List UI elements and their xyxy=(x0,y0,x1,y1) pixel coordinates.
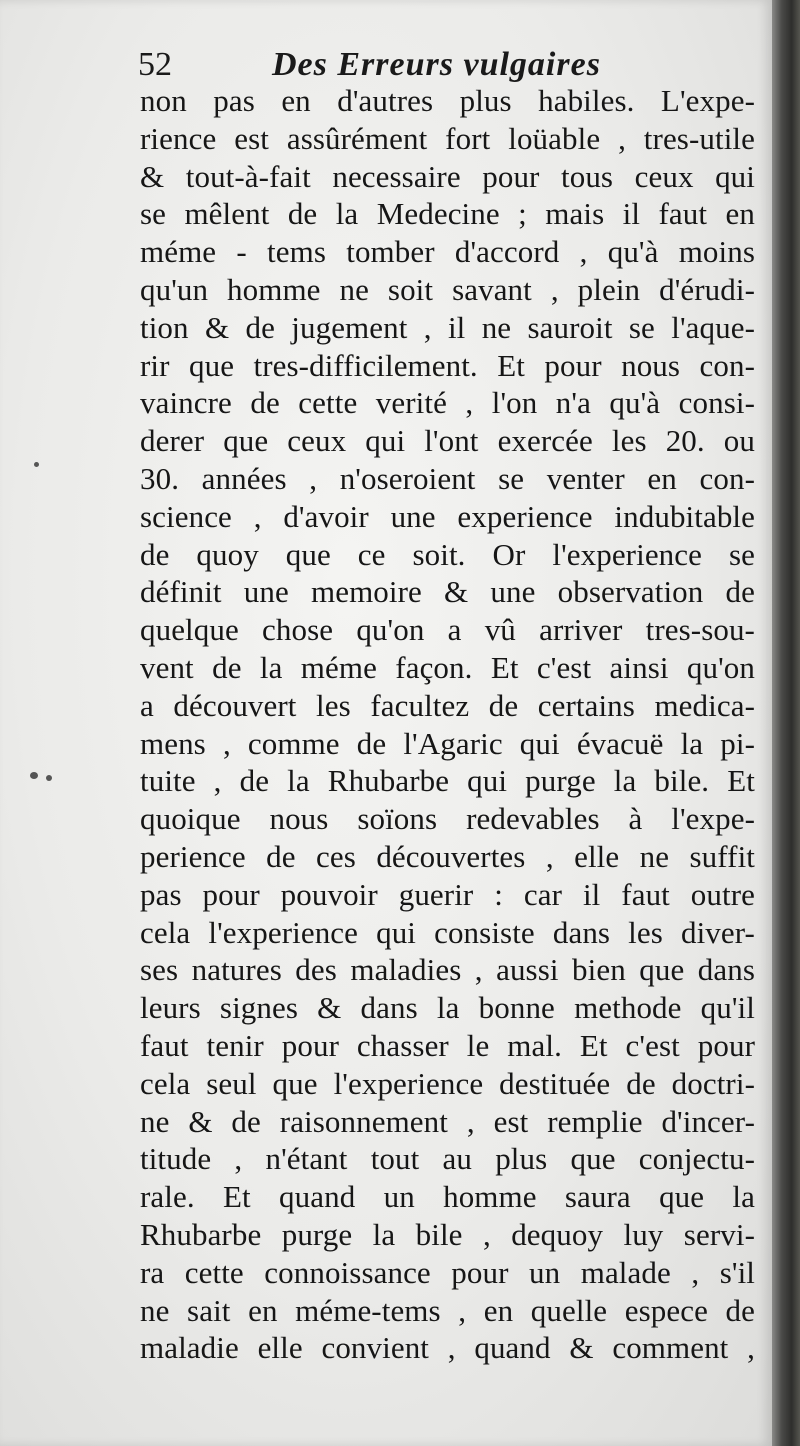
text-line: tion & de jugement , il ne sauroit se l'aque- xyxy=(140,309,755,345)
text-line: 30. années , n'oseroient se venter en con- xyxy=(140,460,755,496)
text-line: leurs signes & dans la bonne methode qu'il xyxy=(140,990,755,1026)
text-line: ne sait en méme-tems , en quelle espece de xyxy=(140,1292,755,1328)
text-line: mens , comme de l'Agaric qui évacuë la pi- xyxy=(140,725,755,761)
ink-speck xyxy=(30,772,38,779)
bleed-through-smudge xyxy=(40,170,110,200)
text-line: maladie elle convient , quand & comment , xyxy=(140,1330,755,1366)
text-line: derer que ceux qui l'ont exercée les 20. ou xyxy=(140,423,755,459)
text-line: faut tenir pour chasser le mal. Et c'est pour xyxy=(140,1027,755,1063)
body-text xyxy=(140,82,755,1367)
text-line: de quoy que ce soit. Or l'experience se xyxy=(140,536,755,572)
text-line: pas pour pouvoir guerir : car il faut outre xyxy=(140,876,755,912)
text-line: titude , n'étant tout au plus que conjectu- xyxy=(140,1141,755,1177)
text-line: non pas en d'autres plus habiles. L'expe- xyxy=(140,83,755,118)
text-line: cela seul que l'experience destituée de doctri- xyxy=(140,1065,755,1101)
text-line: vent de la méme façon. Et c'est ainsi qu'on xyxy=(140,649,755,685)
ink-speck xyxy=(34,462,39,467)
text-line: quelque chose qu'on a vû arriver tres-sou- xyxy=(140,612,755,648)
text-line: qu'un homme ne soit savant , plein d'érudi- xyxy=(140,271,755,307)
text-line: ne & de raisonnement , est remplie d'incer- xyxy=(140,1103,755,1139)
text-line: Rhubarbe purge la bile , dequoy luy servi- xyxy=(140,1216,755,1252)
text-line: se mêlent de la Medecine ; mais il faut en xyxy=(140,196,755,232)
text-line: vaincre de cette verité , l'on n'a qu'à consi- xyxy=(140,385,755,421)
text-line: définit une memoire & une observation de xyxy=(140,574,755,610)
text-line: ses natures des maladies , aussi bien que dans xyxy=(140,952,755,988)
page-number: 52 xyxy=(138,46,172,83)
text-line: science , d'avoir une experience indubitable xyxy=(140,498,755,534)
text-line: perience de ces découvertes , elle ne suffit xyxy=(140,838,755,874)
ink-speck xyxy=(46,775,52,781)
text-line: tuite , de la Rhubarbe qui purge la bile. Et xyxy=(140,763,755,799)
text-line: a découvert les facultez de certains medica- xyxy=(140,687,755,723)
text-line: quoique nous soïons redevables à l'expe- xyxy=(140,801,755,837)
text-line: ra cette connoissance pour un malade , s'il xyxy=(140,1254,755,1290)
text-line: cela l'experience qui consiste dans les diver- xyxy=(140,914,755,950)
text-line: méme - tems tomber d'accord , qu'à moins xyxy=(140,234,755,270)
page-edge-shadow xyxy=(772,0,800,1446)
text-line: rale. Et quand un homme saura que la xyxy=(140,1179,755,1215)
text-line: & tout-à-fait necessaire pour tous ceux qui xyxy=(140,158,755,194)
running-title: Des Erreurs vulgaires xyxy=(272,46,601,83)
text-line: rir que tres-difficilement. Et pour nous con- xyxy=(140,347,755,383)
text-line: rience est assûrément fort loüable , tres-utile xyxy=(140,120,755,156)
